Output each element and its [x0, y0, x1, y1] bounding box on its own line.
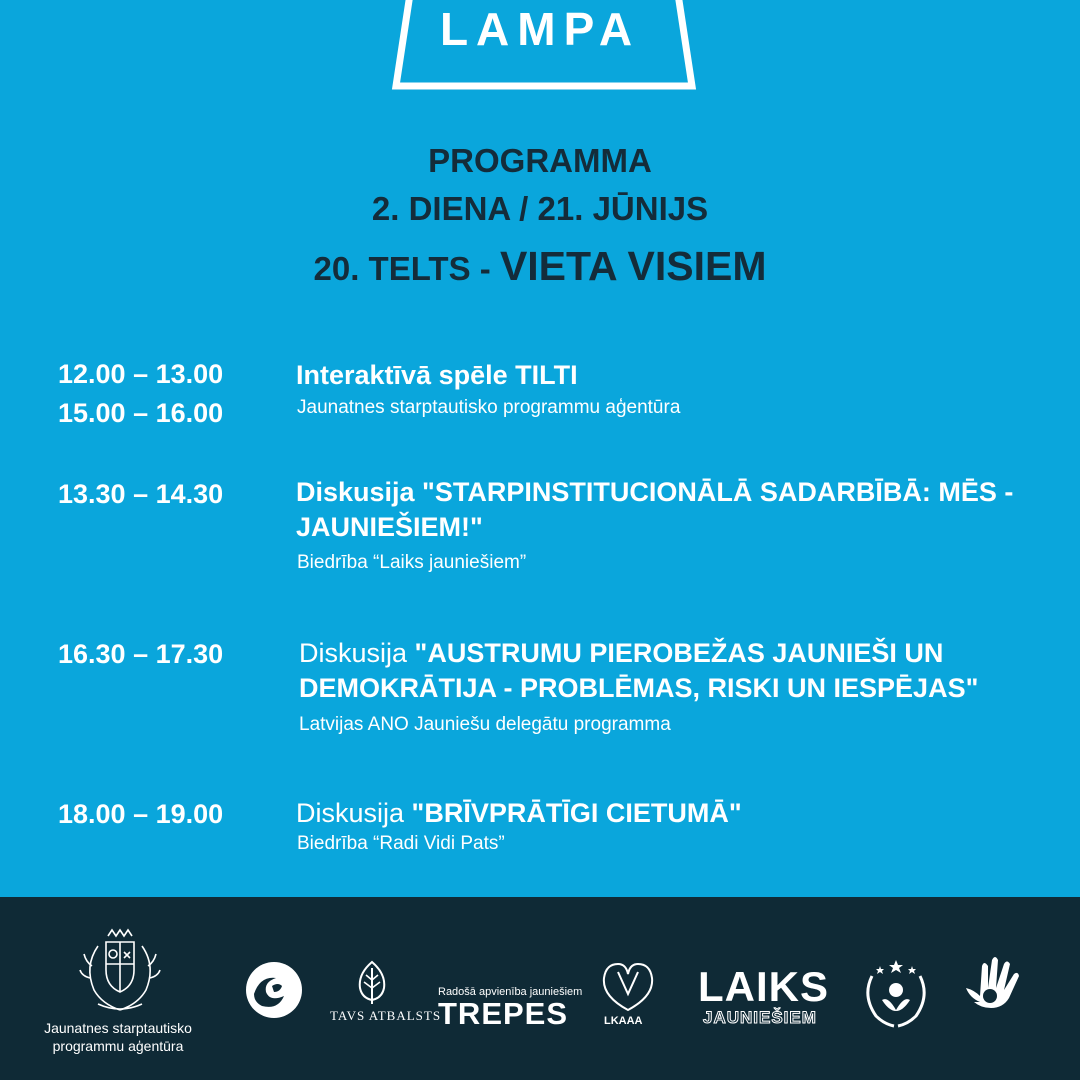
- trepes-logo-text: TREPES: [438, 996, 569, 1031]
- logo-title: LAMPA: [439, 3, 641, 55]
- wreath-logo-icon: [858, 958, 934, 1028]
- event-name: Interaktīvā spēle TILTI: [296, 360, 578, 390]
- event-organizer: Latvijas ANO Jauniešu delegātu programma: [299, 714, 671, 735]
- trepes-tagline: Radošā apvienība jauniešiem: [438, 986, 583, 998]
- event-time: 12.00 – 13.00: [58, 359, 224, 389]
- laiks-logo-text: LAIKS: [698, 963, 829, 1010]
- event-organizer: Biedrība “Radi Vidi Pats”: [297, 833, 505, 854]
- event-name: "BRĪVPRĀTĪGI CIETUMĀ": [411, 798, 742, 828]
- laiks-sub-text: JAUNIEŠIEM: [703, 1008, 817, 1027]
- lkaaa-heart-icon: [600, 960, 656, 1014]
- tent-label: 20. TELTS -: [313, 250, 500, 287]
- leaf-icon: [356, 960, 388, 1006]
- venue-heading: [0, 243, 1080, 290]
- event-title: [299, 636, 1049, 706]
- tavs-atbalsts-text: TAVS ATBALSTS: [330, 1008, 442, 1023]
- program-heading: PROGRAMMA: [428, 142, 652, 179]
- event-prefix: Diskusija: [299, 638, 415, 668]
- agency-name: [20, 1019, 216, 1055]
- lkaaa-text: LKAAA: [604, 1015, 643, 1027]
- event-time: 16.30 – 17.30: [58, 639, 224, 669]
- event-name: "AUSTRUMU PIEROBEŽAS JAUNIEŠI UN DEMOKRĀTIJA - PROBLĒMAS, RISKI UN IESPĒJAS": [299, 638, 979, 703]
- agency-line1: Jaunatnes starptautisko: [44, 1020, 192, 1036]
- event-title: [296, 796, 1056, 831]
- event-title: [296, 475, 1036, 545]
- day-date-heading: 2. DIENA / 21. JŪNIJS: [371, 190, 709, 227]
- event-time: 13.30 – 14.30: [58, 479, 224, 509]
- event-prefix: Diskusija: [296, 798, 412, 828]
- wave-circle-logo-icon: [242, 960, 306, 1026]
- event-time: 15.00 – 16.00: [58, 398, 224, 428]
- event-organizer: Biedrība “Laiks jauniešiem”: [297, 552, 527, 573]
- event-title: [296, 358, 1056, 393]
- venue-name: VIETA VISIEM: [499, 243, 767, 289]
- agency-line2: programmu aģentūra: [52, 1038, 184, 1054]
- hand-logo-icon: [960, 954, 1028, 1018]
- event-name: Diskusija "STARPINSTITUCIONĀLĀ SADARBĪBĀ: MĒS - JAUNIEŠIEM!": [296, 477, 1014, 542]
- coat-of-arms-icon: [78, 926, 162, 1016]
- event-time: 18.00 – 19.00: [58, 799, 224, 829]
- event-organizer: Jaunatnes starptautisko programmu aģentūra: [297, 397, 681, 418]
